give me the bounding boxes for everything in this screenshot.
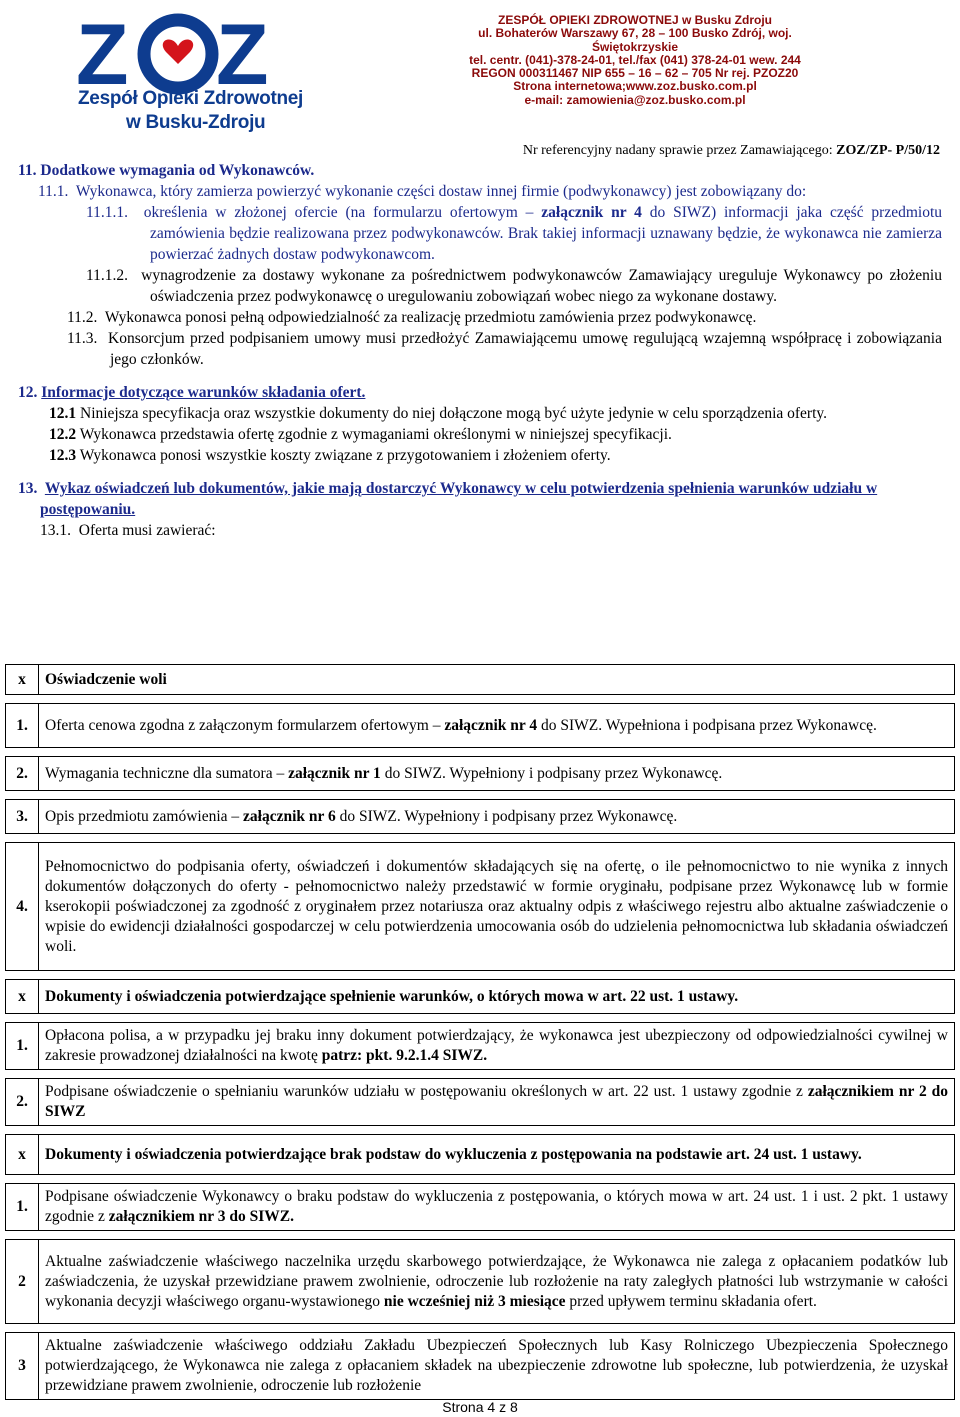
section-title-text: Wykaz oświadczeń lub dokumentów, jakie mają dostarczyć Wykonawcy w celu potwierdzenia spełnienia warunków udziału w postępowaniu.	[40, 480, 878, 518]
row-number: 3.	[6, 800, 39, 834]
requirements-table	[5, 664, 955, 1400]
row-text-bold: załącznik nr 6	[243, 807, 336, 825]
paragraph-11-1	[18, 181, 942, 202]
header-info-line: ul. Bohaterów Warszawy 67, 28 – 100 Busko Zdrój, woj. Świętokrzyskie	[478, 26, 792, 54]
row-number: 3	[6, 1333, 39, 1400]
section-13-title	[18, 478, 942, 520]
row-number: 2.	[6, 1079, 39, 1126]
table-row	[6, 1079, 955, 1126]
row-text	[39, 1135, 955, 1175]
table-spacer	[6, 1231, 955, 1240]
paragraph-text: Konsorcjum przed podpisaniem umowy musi przedłożyć Zamawiającemu umowę regulującą wzajemną współpracę i zobowiązania jego członków.	[108, 330, 942, 368]
header-contact-info	[450, 14, 820, 107]
paragraph-text: Oferta musi zawierać:	[78, 522, 216, 539]
paragraph-text: do SIWZ) informacji jaka część przedmiotu zamówienia będzie realizowana przez podwykonawców. Brak takiej informacji uznawany będzie, że wykonawca nie zamierza powierzać żadnych dostaw podwykonawcom.	[150, 204, 943, 263]
row-number: 4.	[6, 843, 39, 971]
table-spacer	[6, 834, 955, 843]
table-row	[6, 1240, 955, 1324]
section-11-title: 11. Dodatkowe wymagania od Wykonawców.	[18, 162, 315, 179]
row-number: 2.	[6, 757, 39, 791]
header-info-line: tel. centr. (041)-378-24-01, tel./fax (041) 378-24-01 wew. 244	[469, 52, 801, 67]
row-text-part: do SIWZ. Wypełniony i podpisany przez Wykonawcę.	[380, 764, 723, 782]
paragraph-number: 12.2	[49, 426, 77, 443]
paragraph-11-3	[18, 328, 942, 370]
table-row	[6, 800, 955, 834]
logo-name-line2: w Busku-Zdroju	[126, 112, 266, 133]
paragraph-bold: załącznik nr 4	[541, 204, 642, 221]
table-spacer-cell	[6, 791, 955, 800]
row-heading: Oświadczenie woli	[45, 670, 167, 688]
paragraph-number: 11.1.2.	[86, 267, 129, 284]
paragraph-number: 11.2.	[67, 309, 98, 326]
row-text-bold: załącznik nr 4	[444, 716, 538, 734]
table-row	[6, 1023, 955, 1070]
row-text	[39, 843, 955, 971]
reference-number	[523, 143, 940, 159]
paragraph-number: 11.1.	[38, 183, 69, 200]
paragraph-12-2	[18, 424, 942, 445]
section-number: 12.	[18, 384, 38, 401]
paragraph-11-1-1	[18, 202, 942, 265]
row-text	[39, 665, 955, 695]
row-number: 1.	[6, 1184, 39, 1231]
table-spacer-cell	[6, 1324, 955, 1333]
row-text-part: Aktualne zaświadczenie właściwego naczelnika urzędu skarbowego potwierdzające, że Wykonawca nie zalega z opłacaniem podatków lub zaświadczenia, że uzyskał przewidziane prawem zwolnienie, odroczenie lub rozłożenie na raty zaległych płatności lub wstrzymanie w całości wykonania decyzji właściwego organu-wystawionego	[45, 1252, 948, 1310]
row-number: 2	[6, 1240, 39, 1324]
table-row	[6, 1135, 955, 1175]
row-text	[39, 1240, 955, 1324]
row-text-bold: patrz: pkt. 9.2.1.4 SIWZ.	[321, 1047, 488, 1064]
table-spacer	[6, 1175, 955, 1184]
row-text-bold: nie wcześniej niż 3 miesiące	[383, 1292, 566, 1310]
paragraph-number: 12.3	[49, 447, 77, 464]
paragraph-13-1	[18, 520, 942, 541]
section-number: 13.	[18, 480, 38, 497]
table-spacer-cell	[6, 1126, 955, 1135]
table-spacer-cell	[6, 1014, 955, 1023]
header-info-line: ZESPÓŁ OPIEKI ZDROWOTNEJ w Busku Zdroju	[497, 13, 772, 27]
row-text	[39, 1023, 955, 1070]
reference-value: ZOZ/ZP- P/50/12	[836, 143, 940, 158]
row-text-part: Podpisane oświadczenie Wykonawcy o braku podstaw do wykluczenia z postępowania, o których mowa w art. 24 ust. 1 i ust. 2 pkt. 1 ustawy zgodnie z	[45, 1188, 948, 1225]
table-spacer	[6, 1014, 955, 1023]
row-text	[39, 800, 955, 834]
reference-label: Nr referencyjny nadany sprawie przez Zamawiającego:	[522, 143, 837, 158]
document-body	[18, 160, 942, 541]
row-text-part: Pełnomocnictwo do podpisania oferty, oświadczeń i dokumentów składających się na ofertę, o ile pełnomocnictwo to nie wynika z innych dokumentów dołączonych do oferty - pełnomocnictwo należy przedstawić w formie oryginału, podpisane przez Wykonawcę lub w formie kserokopii poświadczonej za zgodność z oryginałem przez notariusza oraz aktualny odpis z właściwego rejestru albo aktualne zaświadczenie o wpisie do ewidencji działalności gospodarczej w celu potwierdzenia umocowania osób do udzielenia pełnomocnictwa lub składania oświadczeń woli.	[45, 857, 948, 955]
row-heading: Dokumenty i oświadczenia potwierdzające brak podstaw do wykluczenia z postępowania na podstawie art. 24 ust. 1 ustawy.	[45, 1145, 862, 1163]
table-row	[6, 1184, 955, 1231]
row-number: x	[6, 665, 39, 695]
table-spacer-cell	[6, 971, 955, 980]
row-text-bold: załącznikiem nr 2 do SIWZ	[45, 1083, 948, 1120]
table-row	[6, 665, 955, 695]
table-spacer	[6, 1324, 955, 1333]
row-text-part: Oferta cenowa zgodna z załączonym formularzem ofertowym –	[45, 716, 445, 734]
table-row	[6, 843, 955, 971]
row-text-part: do SIWZ. Wypełniony i podpisany przez Wykonawcę.	[335, 807, 678, 825]
table-spacer	[6, 1126, 955, 1135]
row-text-bold: załącznikiem nr 3 do SIWZ.	[108, 1208, 294, 1225]
table-row	[6, 1333, 955, 1400]
paragraph-text: Niniejsza specyfikacja oraz wszystkie dokumenty do niej dołączone mogą być użyte jedynie w celu sporządzenia oferty.	[80, 405, 828, 422]
table-row	[6, 757, 955, 791]
table-spacer-cell	[6, 834, 955, 843]
row-heading: Dokumenty i oświadczenia potwierdzające spełnienie warunków, o których mowa w art. 22 ust. 1 ustawy.	[45, 987, 739, 1005]
row-text	[39, 1184, 955, 1231]
table-row	[6, 980, 955, 1014]
table-spacer-cell	[6, 695, 955, 704]
paragraph-11-1-2	[18, 265, 942, 307]
row-text-part: Aktualne zaświadczenie właściwego oddziału Zakładu Ubezpieczeń Społecznych lub Kasy Rolniczego Ubezpieczenia Społecznego potwierdzającego, że Wykonawca nie zalega z opłacaniem składek na ubezpieczenie zdrowotne lub społeczne, lub potwierdzenia, że uzyskał przewidziane prawem zwolnienie, odroczenie lub rozłożenie	[45, 1337, 948, 1394]
row-text-bold: załącznik nr 1	[288, 764, 381, 782]
header-info-line: Strona internetowa;www.zoz.busko.com.pl	[513, 79, 757, 94]
paragraph-text: Wykonawca ponosi wszystkie koszty związane z przygotowaniem i złożeniem oferty.	[79, 447, 611, 464]
row-text-part: Wymagania techniczne dla sumatora –	[45, 764, 289, 782]
paragraph-number: 13.1.	[40, 522, 71, 539]
row-number: 1.	[6, 704, 39, 748]
paragraph-number: 11.3.	[67, 330, 98, 347]
table-row	[6, 704, 955, 748]
row-text	[39, 1079, 955, 1126]
row-text-part: przed upływem terminu składania ofert.	[565, 1292, 817, 1310]
paragraph-text: wynagrodzenie za dostawy wykonane za pośrednictwem podwykonawców Zamawiający ureguluje Wykonawcy po złożeniu oświadczenia przez podwykonawcę o uregulowaniu zobowiązań wobec niego za wykonane dostawy.	[141, 267, 942, 305]
row-text-part: Opłacona polisa, a w przypadku jej braku inny dokument potwierdzający, że wykonawca jest ubezpieczony od odpowiedzialności cywilnej w zakresie prowadzonej działalności na kwotę	[45, 1027, 948, 1064]
row-text-part: Podpisane oświadczenie o spełnianiu warunków udziału w postępowaniu określonych w art. 22 ust. 1 ustawy zgodnie z	[45, 1083, 808, 1100]
table-spacer	[6, 748, 955, 757]
paragraph-number: 12.1	[49, 405, 77, 422]
row-number: 1.	[6, 1023, 39, 1070]
paragraph-text: określenia w złożonej ofercie (na formularzu ofertowym –	[143, 204, 542, 221]
row-text	[39, 980, 955, 1014]
paragraph-text: Wykonawca, który zamierza powierzyć wykonanie części dostaw innej firmie (podwykonawcy) jest zobowiązany do:	[75, 183, 807, 200]
paragraph-number: 11.1.1.	[86, 204, 129, 221]
svg-text:Z: Z	[216, 7, 265, 103]
paragraph-text: Wykonawca ponosi pełną odpowiedzialność za realizację przedmiotu zamówienia przez podwykonawcę.	[104, 309, 757, 326]
table-spacer-cell	[6, 1070, 955, 1079]
row-number: x	[6, 980, 39, 1014]
row-text	[39, 1333, 955, 1400]
page-number: Strona 4 z 8	[442, 1399, 518, 1415]
row-text	[39, 704, 955, 748]
paragraph-11-2	[18, 307, 942, 328]
section-title-text: Informacje dotyczące warunków składania ofert.	[41, 384, 366, 401]
row-text	[39, 757, 955, 791]
table-spacer	[6, 791, 955, 800]
row-text-part: do SIWZ. Wypełniona i podpisana przez Wykonawcę.	[537, 716, 877, 734]
table-spacer-cell	[6, 1175, 955, 1184]
svg-text:Z: Z	[76, 7, 125, 103]
paragraph-12-1	[18, 403, 942, 424]
header-info-line: REGON 000311467 NIP 655 – 16 – 62 – 705 Nr rej. PZOZ20	[471, 66, 799, 81]
table-spacer-cell	[6, 1231, 955, 1240]
header-info-line: e-mail: zamowienia@zoz.busko.com.pl	[524, 92, 746, 107]
logo-name-line1: Zespół Opieki Zdrowotnej	[78, 88, 304, 109]
table-spacer	[6, 971, 955, 980]
row-number: x	[6, 1135, 39, 1175]
section-12-title	[18, 382, 942, 403]
paragraph-12-3	[18, 445, 942, 466]
table-spacer-cell	[6, 748, 955, 757]
row-text-part: Opis przedmiotu zamówienia –	[45, 807, 244, 825]
table-spacer	[6, 695, 955, 704]
table-spacer	[6, 1070, 955, 1079]
paragraph-text: Wykonawca przedstawia ofertę zgodnie z wymaganiami określonymi w niniejszej specyfikacji.	[79, 426, 672, 443]
